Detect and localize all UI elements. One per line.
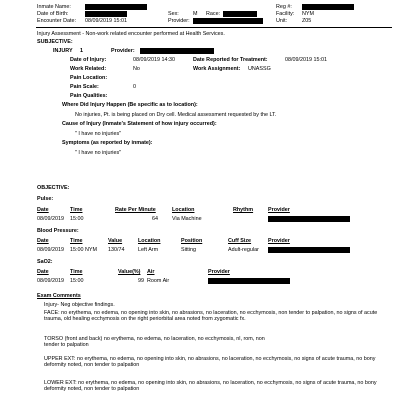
redacted-reg — [302, 4, 354, 10]
pulse-time: 15:00 — [70, 216, 84, 222]
sao2-time: 15:00 — [70, 278, 84, 284]
reg-label: Reg #: — [276, 4, 292, 10]
exam-line-injury: Injury- Neg objective findings. — [44, 302, 115, 308]
exam-line-face: FACE: no erythema, no edema, no opening into skin, no abrasions, no laceration, no ecchymosis, non tender to palpation, no signs of acute trauma, old healing ecchymosis on the right periorbital area noted from zygomatic fx. — [44, 310, 378, 323]
pulse-title: Pulse: — [37, 196, 54, 202]
unit-value: Z05 — [302, 18, 312, 24]
provider-label: Provider: — [168, 18, 190, 24]
facility-label: Facility: — [276, 11, 295, 17]
bp-location: Left Arm — [138, 247, 159, 253]
work-related-label: Work Related: — [70, 66, 107, 72]
pulse-header-location: Location — [172, 207, 195, 213]
date-reported-value: 08/09/2019 15:01 — [285, 57, 327, 63]
subjective-title: SUBJECTIVE: — [37, 39, 73, 45]
exam-comments-title: Exam Comments — [37, 293, 81, 299]
pain-scale-value: 0 — [133, 84, 136, 90]
symptoms-label: Symptoms (as reported by inmate): — [62, 140, 153, 146]
sao2-header-provider: Provider — [208, 269, 230, 275]
date-of-injury-value: 08/09/2019 14:30 — [133, 57, 175, 63]
injury-provider-label: Provider: — [111, 48, 135, 54]
bp-header-value: Value — [108, 238, 123, 244]
work-assignment-label: Work Assignment: — [193, 66, 241, 72]
cause-label: Cause of Injury (Inmate's Statement of how injury occurred): — [62, 121, 217, 127]
facility-value: NYM — [302, 11, 314, 17]
unit-label: Unit: — [276, 18, 288, 24]
encounter-date-label: Encounter Date: — [37, 18, 76, 24]
injury-number: 1 — [80, 48, 83, 54]
sex-value: M — [193, 11, 198, 17]
pulse-header-rhythm: Rhythm — [233, 207, 254, 213]
where-value: No injuries, Pt. is being placed on Dry cell. Medical assessment requested by the LT. — [75, 112, 277, 118]
bp-header-location: Location — [138, 238, 161, 244]
sao2-header-air: Air — [147, 269, 155, 275]
pain-scale-label: Pain Scale: — [70, 84, 99, 90]
header-divider — [36, 27, 392, 28]
race-label: Race: — [206, 11, 221, 17]
bp-date: 08/09/2019 — [37, 247, 64, 253]
redacted-bp-provider — [268, 247, 350, 253]
bp-title: Blood Pressure: — [37, 228, 79, 234]
pulse-header-time: Time — [70, 207, 83, 213]
date-of-injury-label: Date of Injury: — [70, 57, 107, 63]
work-assignment-value: UNASSG — [248, 66, 271, 72]
redacted-pulse-provider — [268, 216, 350, 222]
bp-value: 130/74 — [108, 247, 125, 253]
redacted-sao2-provider — [208, 278, 290, 284]
encounter-date-value: 08/09/2019 15:01 — [85, 18, 127, 24]
work-related-value: No — [133, 66, 140, 72]
sao2-value: 99 — [138, 278, 144, 284]
exam-line-lower-ext: LOWER EXT: no erythema, no edema, no opening into skin, no abrasions, no laceration, no ecchymosis, no signs of acute trauma, no bony deformity noted, non tender to palpation — [44, 380, 377, 393]
bp-header-cuff-size: Cuff Size — [228, 238, 252, 244]
cause-value: " I have no injuries" — [75, 131, 122, 137]
objective-title: OBJECTIVE: — [37, 185, 70, 191]
pain-qualities-label: Pain Qualities: — [70, 93, 108, 99]
bp-header-time: Time — [70, 238, 83, 244]
pulse-rate: 64 — [152, 216, 158, 222]
exam-line-upper-ext: UPPER EXT: no erythema, no edema, no opening into skin, no abrasions, no laceration, no ecchymosis, no signs of acute trauma, no bony deformity noted, non tender to palpation — [44, 356, 376, 369]
sao2-title: SaO2: — [37, 259, 53, 265]
dob-label: Date of Birth: — [37, 11, 69, 17]
sao2-date: 08/09/2019 — [37, 278, 64, 284]
bp-header-provider: Provider — [268, 238, 290, 244]
pulse-date: 08/09/2019 — [37, 216, 64, 222]
redacted-provider — [193, 18, 263, 24]
redacted-injury-provider — [140, 48, 214, 54]
redacted-race — [223, 11, 257, 17]
pulse-header-provider: Provider — [268, 207, 290, 213]
bp-time: 15:00 NYM — [70, 247, 97, 253]
pulse-header-date: Date — [37, 207, 49, 213]
injury-label: INJURY — [53, 48, 73, 54]
where-label: Where Did Injury Happen (Be specific as to location): — [62, 102, 198, 108]
exam-line-torso: TORSO (front and back) no erythema, no edema, no laceration, no ecchymosis, nl, rom, non tender to palpation — [44, 336, 265, 349]
sao2-header-value: Value(%) — [118, 269, 141, 275]
bp-header-date: Date — [37, 238, 49, 244]
sao2-header-date: Date — [37, 269, 49, 275]
bp-header-position: Position — [181, 238, 203, 244]
intro-text: Injury Assessment - Non-work related encounter performed at Health Services. — [37, 31, 225, 37]
pain-location-label: Pain Location: — [70, 75, 108, 81]
redacted-dob — [85, 11, 127, 17]
bp-position: Sitting — [181, 247, 196, 253]
sex-label: Sex: — [168, 11, 179, 17]
sao2-air: Room Air — [147, 278, 170, 284]
inmate-name-label: Inmate Name: — [37, 4, 71, 10]
redacted-inmate-name — [85, 4, 147, 10]
date-reported-label: Date Reported for Treatment: — [193, 57, 268, 63]
sao2-header-time: Time — [70, 269, 83, 275]
bp-cuff-size: Adult-regular — [228, 247, 259, 253]
pulse-header-rate: Rate Per Minute — [115, 207, 156, 213]
pulse-location: Via Machine — [172, 216, 202, 222]
symptoms-value: " I have no injuries" — [75, 150, 122, 156]
